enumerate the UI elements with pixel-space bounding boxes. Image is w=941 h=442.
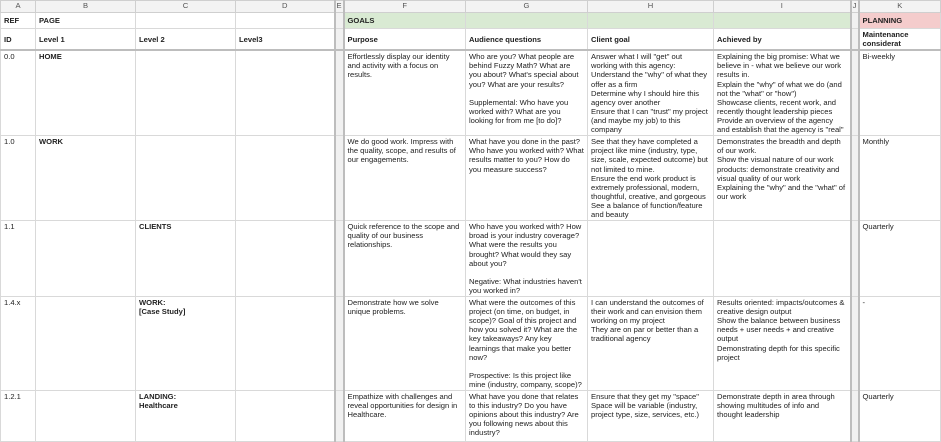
- section-page[interactable]: PAGE: [36, 13, 136, 29]
- cell-maintenance[interactable]: Quarterly: [859, 221, 941, 297]
- cell-text: WORK:: [139, 297, 166, 307]
- cell-text: Explaining the big promise: What we believe in - what we believe our work results in.: [717, 52, 842, 80]
- section-planning[interactable]: PLANNING: [859, 13, 941, 29]
- table-row: [1, 296, 941, 390]
- separator-cell[interactable]: [335, 296, 344, 390]
- cell-id[interactable]: 1.4.x: [1, 296, 36, 390]
- cell-maintenance[interactable]: Bi-weekly: [859, 50, 941, 136]
- cell-text: CLIENTS: [139, 222, 172, 232]
- separator-cell[interactable]: [335, 50, 344, 136]
- separator-cell[interactable]: [851, 29, 859, 51]
- cell[interactable]: [588, 13, 714, 29]
- table-row: [1, 50, 941, 136]
- cell-text: Explain the "why" of what we do (and not the "what" or "how"): [717, 79, 842, 98]
- cell-level2[interactable]: [136, 296, 236, 390]
- cell-text: Who are you? What people are behind Fuzzy Math? What are you about? What's special about you? What are your results?: [469, 52, 579, 89]
- table-row: [1, 221, 941, 297]
- cell-id[interactable]: 1.0: [1, 136, 36, 221]
- cell-level3[interactable]: [236, 390, 335, 441]
- cell-audience[interactable]: [466, 50, 588, 136]
- cell-text: Empathize with challenges and reveal opportunities for design in Healthcare.: [347, 391, 458, 420]
- cell-level1[interactable]: WORK: [36, 136, 136, 221]
- cell-purpose[interactable]: [344, 296, 466, 390]
- cell-level2[interactable]: [136, 50, 236, 136]
- separator-cell[interactable]: [851, 50, 859, 136]
- cell[interactable]: [136, 13, 236, 29]
- cell-text: Effortlessly display our identity and activity with a focus on results.: [347, 52, 450, 80]
- cell-text: Demonstrating depth for this specific project: [717, 343, 840, 362]
- cell-audience[interactable]: [466, 296, 588, 390]
- header-level3[interactable]: Level3: [236, 29, 335, 51]
- cell-text: Negative: What industries haven't you worked in?: [469, 276, 582, 295]
- separator-cell[interactable]: [851, 390, 859, 441]
- separator-cell[interactable]: [851, 136, 859, 221]
- cell-client-goal[interactable]: [588, 296, 714, 390]
- cell-text: Supplemental: Who have you worked with? What are you looking for from me [to do]?: [469, 97, 569, 125]
- cell-text: Demonstrates the breadth and depth of our work.: [717, 137, 841, 156]
- cell-text: Explaining the "why" and the "what" of our work: [717, 182, 846, 201]
- section-ref[interactable]: REF: [1, 13, 36, 29]
- cell-text: Show the balance between business needs + user needs + and creative output: [717, 316, 841, 344]
- column-header-a[interactable]: A: [1, 1, 36, 13]
- cell-text: LANDING:: [139, 391, 177, 401]
- cell-text: Healthcare: [139, 401, 178, 411]
- cell-id[interactable]: 1.1: [1, 221, 36, 297]
- cell-level2[interactable]: [136, 221, 236, 297]
- cell-audience[interactable]: [466, 390, 588, 441]
- cell-achieved[interactable]: [714, 390, 851, 441]
- cell-text: Ensure that they get my "space": [591, 391, 699, 401]
- header-client-goal[interactable]: Client goal: [588, 29, 714, 51]
- cell-text: Results oriented: impacts/outcomes & creative design output: [717, 297, 845, 317]
- cell-text: Demonstrate depth in area through showing multitudes of info and thought leadership: [717, 391, 835, 420]
- table-row: [1, 136, 941, 221]
- cell-level1[interactable]: [36, 390, 136, 441]
- table-row: [1, 390, 941, 441]
- cell-maintenance[interactable]: Monthly: [859, 136, 941, 221]
- cell-text: Show the visual nature of our work products: demonstrate creativity and visual quality of our work: [717, 155, 840, 183]
- separator-cell[interactable]: [335, 29, 344, 51]
- cell-text: They are on par or better than a traditional agency: [591, 325, 699, 344]
- cell-level2[interactable]: [136, 136, 236, 221]
- separator-cell[interactable]: [335, 390, 344, 441]
- cell-client-goal[interactable]: [588, 221, 714, 297]
- cell-id[interactable]: 0.0: [1, 50, 36, 136]
- separator-cell[interactable]: [851, 296, 859, 390]
- cell-text: Demonstrate how we solve unique problems.: [347, 297, 439, 317]
- column-header-i[interactable]: I: [714, 1, 851, 13]
- cell-achieved[interactable]: [714, 136, 851, 221]
- cell-text: What were the outcomes of this project (on time, on budget, in scope)? Goal of this project and how you solved it? What are the key takeaways? Any key learnings that make you better now?: [469, 297, 578, 362]
- cell-achieved[interactable]: [714, 296, 851, 390]
- column-header-e[interactable]: E: [335, 1, 344, 13]
- cell-text: What have you done in the past? Who have you worked with? What results matter to you? How do you measure success?: [469, 137, 584, 174]
- cell-purpose[interactable]: [344, 136, 466, 221]
- cell-maintenance[interactable]: Quarterly: [859, 390, 941, 441]
- header-level2[interactable]: Level 2: [136, 29, 236, 51]
- cell-text: See that they have completed a project like mine (industry, type, size, scale, expected outcome) but not limited to mine.: [591, 137, 708, 174]
- cell-client-goal[interactable]: [588, 136, 714, 221]
- cell-level1[interactable]: [36, 296, 136, 390]
- cell-level1[interactable]: HOME: [36, 50, 136, 136]
- column-header-f[interactable]: F: [344, 1, 466, 13]
- cell-client-goal[interactable]: [588, 390, 714, 441]
- data-rows: [1, 50, 941, 441]
- cell-achieved[interactable]: [714, 50, 851, 136]
- header-audience[interactable]: Audience questions: [466, 29, 588, 51]
- separator-cell[interactable]: [335, 221, 344, 297]
- column-header-h[interactable]: H: [588, 1, 714, 13]
- header-level1[interactable]: Level 1: [36, 29, 136, 51]
- column-header-b[interactable]: B: [36, 1, 136, 13]
- cell-level2[interactable]: [136, 390, 236, 441]
- separator-cell[interactable]: [851, 221, 859, 297]
- header-achieved[interactable]: Achieved by: [714, 29, 851, 51]
- cell-audience[interactable]: [466, 136, 588, 221]
- cell-id[interactable]: 1.2.1: [1, 390, 36, 441]
- column-header-j[interactable]: J: [851, 1, 859, 13]
- cell-purpose[interactable]: [344, 50, 466, 136]
- cell-text: Ensure the end work product is extremely professional, modern, thoughtful, creative, and gorgeous: [591, 173, 706, 201]
- column-header-row: [1, 1, 941, 13]
- cell-text: Provide an overview of the agency and establish that the agency is "real": [717, 115, 844, 135]
- cell-text: Space will be variable (industry, project type, size, services, etc.): [591, 401, 700, 420]
- cell-text: Prospective: Is this project like mine (industry, company, scope)?: [469, 370, 582, 389]
- separator-cell[interactable]: [335, 136, 344, 221]
- cell-level3[interactable]: [236, 221, 335, 297]
- column-header-c[interactable]: C: [136, 1, 236, 13]
- header-purpose[interactable]: Purpose: [344, 29, 466, 51]
- cell-text: See a balance of function/feature and beauty: [591, 200, 703, 220]
- separator-cell[interactable]: [335, 13, 344, 29]
- cell-text: Showcase clients, recent work, and recently thought leadership pieces: [717, 97, 837, 116]
- cell-purpose[interactable]: [344, 221, 466, 297]
- cell-text: [Case Study]: [139, 307, 186, 317]
- separator-cell[interactable]: [851, 13, 859, 29]
- section-goals[interactable]: GOALS: [344, 13, 466, 29]
- field-header-row: [1, 29, 941, 51]
- cell[interactable]: [714, 13, 851, 29]
- column-header-k[interactable]: K: [859, 1, 941, 13]
- cell-achieved[interactable]: [714, 221, 851, 297]
- cell-level3[interactable]: [236, 50, 335, 136]
- column-header-d[interactable]: D: [236, 1, 335, 13]
- cell[interactable]: [236, 13, 335, 29]
- cell-text: I can understand the outcomes of their work and can envision them working on my project: [591, 297, 704, 326]
- cell-level3[interactable]: [236, 136, 335, 221]
- cell-text: We do good work. Impress with the quality, scope, and results of our engagements.: [347, 137, 456, 165]
- cell-text: Answer what I will "get" out working with this agency: Understand the "why" of what they offer as a firm: [591, 52, 707, 89]
- section-header-row: [1, 13, 941, 29]
- cell-text: What have you done that relates to this industry? Do you have opinions about this industry? Are you following news about this industry?: [469, 391, 579, 438]
- cell-client-goal[interactable]: [588, 50, 714, 136]
- cell-maintenance[interactable]: -: [859, 296, 941, 390]
- cell-text: Ensure that I can "trust" my project (and maybe my job) to this company: [591, 106, 708, 135]
- cell-text: Who have you worked with? How broad is your industry coverage? What were the results you brought? What would they say about you?: [469, 222, 582, 268]
- header-maintenance[interactable]: Maintenance considerat: [859, 29, 941, 51]
- cell-text: Determine why I should hire this agency over another: [591, 88, 700, 107]
- column-header-g[interactable]: G: [466, 1, 588, 13]
- header-id[interactable]: ID: [1, 29, 36, 51]
- cell-level1[interactable]: [36, 221, 136, 297]
- cell-text: Quick reference to the scope and quality of our business relationships.: [347, 222, 460, 250]
- cell-level3[interactable]: [236, 296, 335, 390]
- cell-purpose[interactable]: [344, 390, 466, 441]
- cell-audience[interactable]: [466, 221, 588, 297]
- cell[interactable]: [466, 13, 588, 29]
